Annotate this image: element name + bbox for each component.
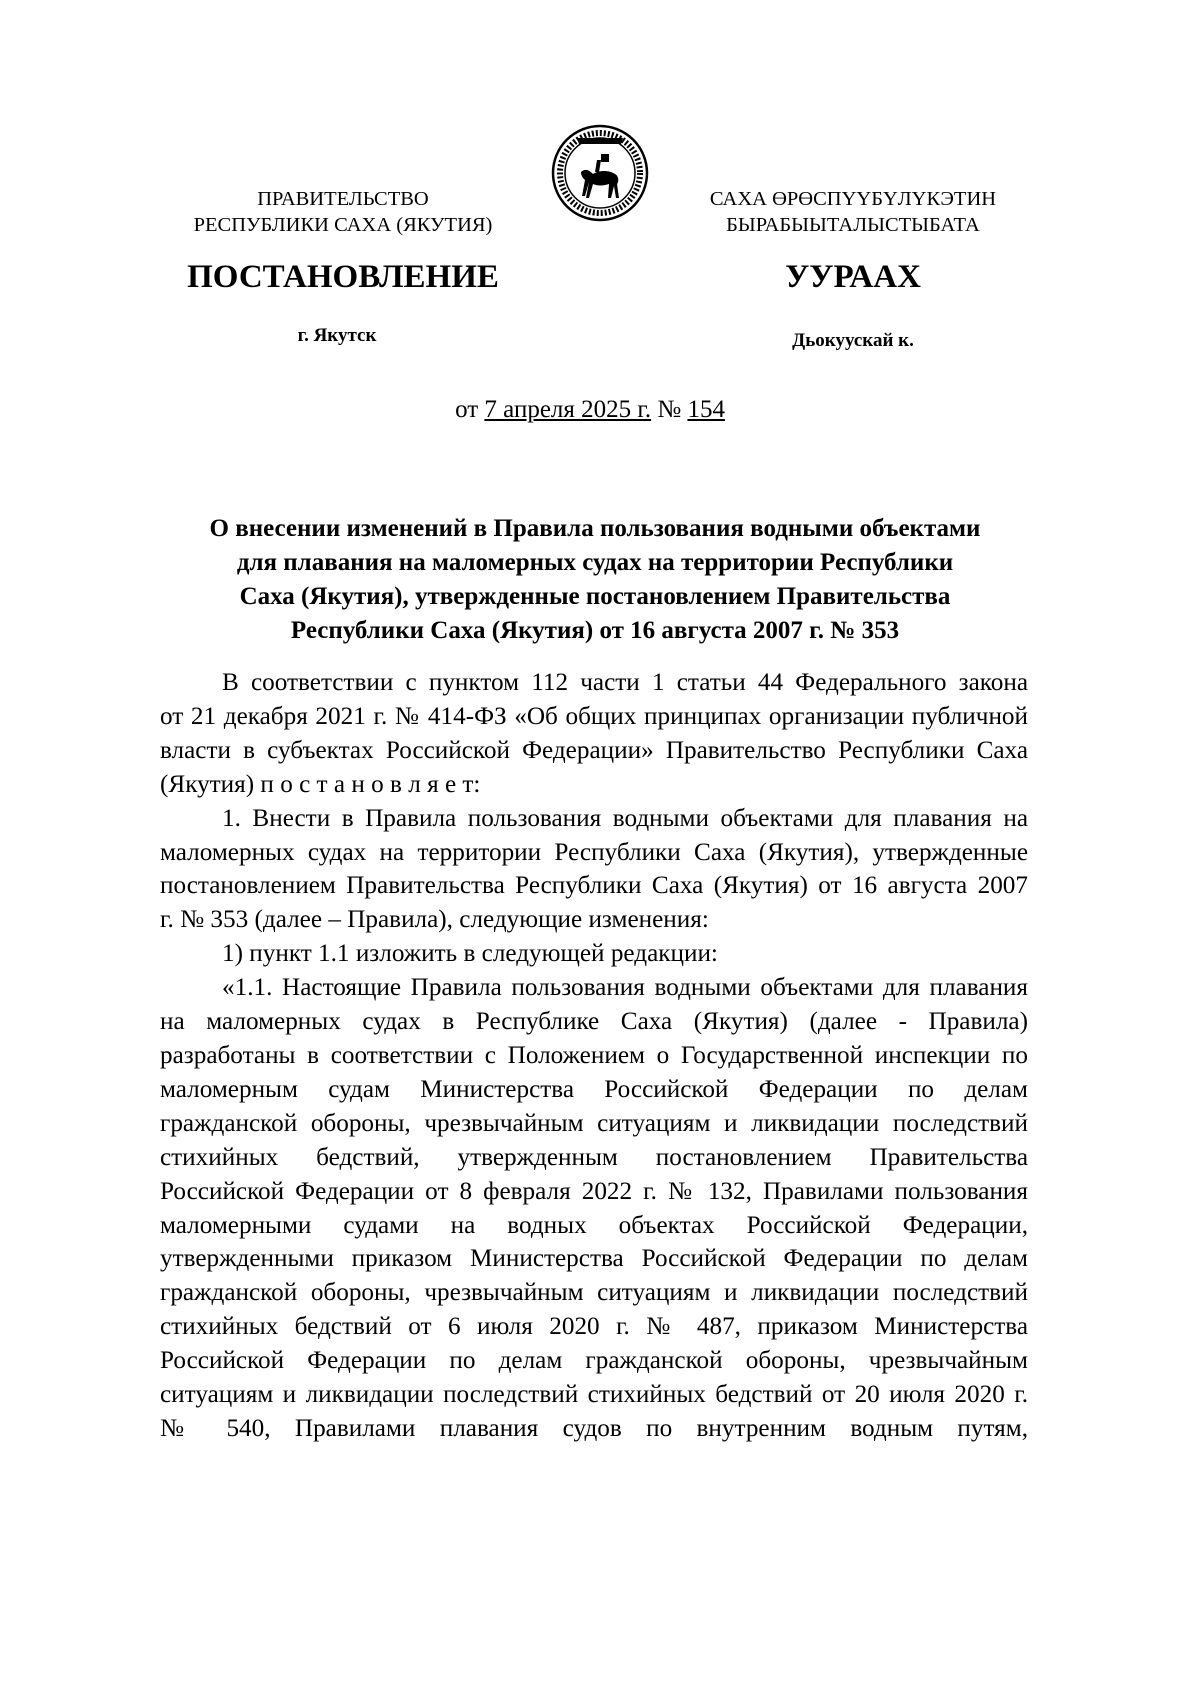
document-title xyxy=(150,512,1040,648)
date-number-line xyxy=(300,396,880,424)
city-russian: г. Якутск xyxy=(297,325,377,346)
text-line: постановлением Правительства Республики Саха (Якутия) от 16 августа 2007 xyxy=(160,872,1028,900)
text-line: маломерными судами на водных объектах Российской Федерации, xyxy=(160,1211,1028,1239)
text-line: г. № 353 (далее – Правила), следующие изменения: xyxy=(160,906,709,934)
title-line: для плавания на маломерных судах на территории Республики xyxy=(236,549,954,576)
paragraph xyxy=(160,666,1028,802)
text-line: Российской Федерации от 8 февраля 2022 г. № 132, Правилами пользования xyxy=(160,1177,1028,1205)
text-line: 1. Внести в Правила пользования водными объектами для плавания на xyxy=(222,804,1028,832)
document-date: 7 апреля 2025 г. xyxy=(484,396,652,423)
text-line: на маломерных судах в Республике Саха (Якутия) (далее - Правила) xyxy=(160,1008,1028,1036)
title-line: Саха (Якутия), утвержденные постановлением Правительства xyxy=(239,583,951,610)
text-line: утвержденными приказом Министерства Российской Федерации по делам xyxy=(160,1245,1028,1273)
paragraph xyxy=(160,937,1028,971)
text-line: власти в субъектах Российской Федерации» Правительство Республики Саха xyxy=(160,736,1028,764)
number-sign: № xyxy=(651,396,688,423)
city-sakha: Дьокуускай к. xyxy=(792,330,914,351)
text-line: стихийных бедствий от 6 июля 2020 г. № 487, приказом Министерства xyxy=(160,1313,1028,1341)
document-number: 154 xyxy=(687,396,725,423)
text-line: ситуациям и ликвидации последствий стихийных бедствий от 20 июля 2020 г. xyxy=(160,1381,1028,1409)
text-line: (Якутия) п о с т а н о в л я е т: xyxy=(160,770,481,798)
text-line: № 540, Правилами плавания судов по внутренним водным путям, xyxy=(160,1414,1028,1442)
text-line: «1.1. Настоящие Правила пользования водными объектами для плавания xyxy=(222,974,1028,1002)
issuer-sakha-line2: БЫРАБЫЫТАЛЫСТЫБАТА xyxy=(726,214,980,236)
doc-type-sakha: УУРААХ xyxy=(785,259,921,295)
issuer-sakha xyxy=(643,186,1063,238)
coat-of-arms-emblem xyxy=(551,124,649,222)
text-line: гражданской обороны, чрезвычайным ситуациям и ликвидации последствий xyxy=(160,1279,1028,1307)
text-line: стихийных бедствий, утвержденным постановлением Правительства xyxy=(160,1143,1028,1171)
issuer-ru-line1: ПРАВИТЕЛЬСТВО xyxy=(257,188,429,210)
issuer-ru-line2: РЕСПУБЛИКИ САХА (ЯКУТИЯ) xyxy=(193,214,493,236)
issuer-sakha-line1: САХА ӨРӨСПҮҮБҮЛҮКЭТИН xyxy=(709,188,997,210)
document-body xyxy=(160,666,1028,1446)
text-line: 1) пункт 1.1 изложить в следующей редакции: xyxy=(222,940,718,968)
text-line: гражданской обороны, чрезвычайным ситуациям и ликвидации последствий xyxy=(160,1109,1028,1137)
paragraph xyxy=(160,971,1028,1446)
text-line: маломерным судам Министерства Российской Федерации по делам xyxy=(160,1075,1028,1103)
text-line: разработаны в соответствии с Положением о Государственной инспекции по xyxy=(160,1041,1028,1069)
text-line: В соответствии с пунктом 112 части 1 статьи 44 Федерального закона xyxy=(222,669,1028,696)
text-line: Российской Федерации по делам гражданской обороны, чрезвычайным xyxy=(160,1347,1028,1375)
title-line: Республики Саха (Якутия) от 16 августа 2007 г. № 353 xyxy=(290,617,900,644)
doc-type-russian: ПОСТАНОВЛЕНИЕ xyxy=(187,259,499,295)
issuer-russian xyxy=(133,186,553,238)
text-line: маломерных судах на территории Республики Саха (Якутия), утвержденные xyxy=(160,838,1028,866)
paragraph xyxy=(160,802,1028,938)
title-line: О внесении изменений в Правила пользования водными объектами xyxy=(209,515,981,542)
text-line: от 21 декабря 2021 г. № 414-ФЗ «Об общих принципах организации публичной xyxy=(160,702,1028,730)
date-prefix: от xyxy=(455,396,485,423)
